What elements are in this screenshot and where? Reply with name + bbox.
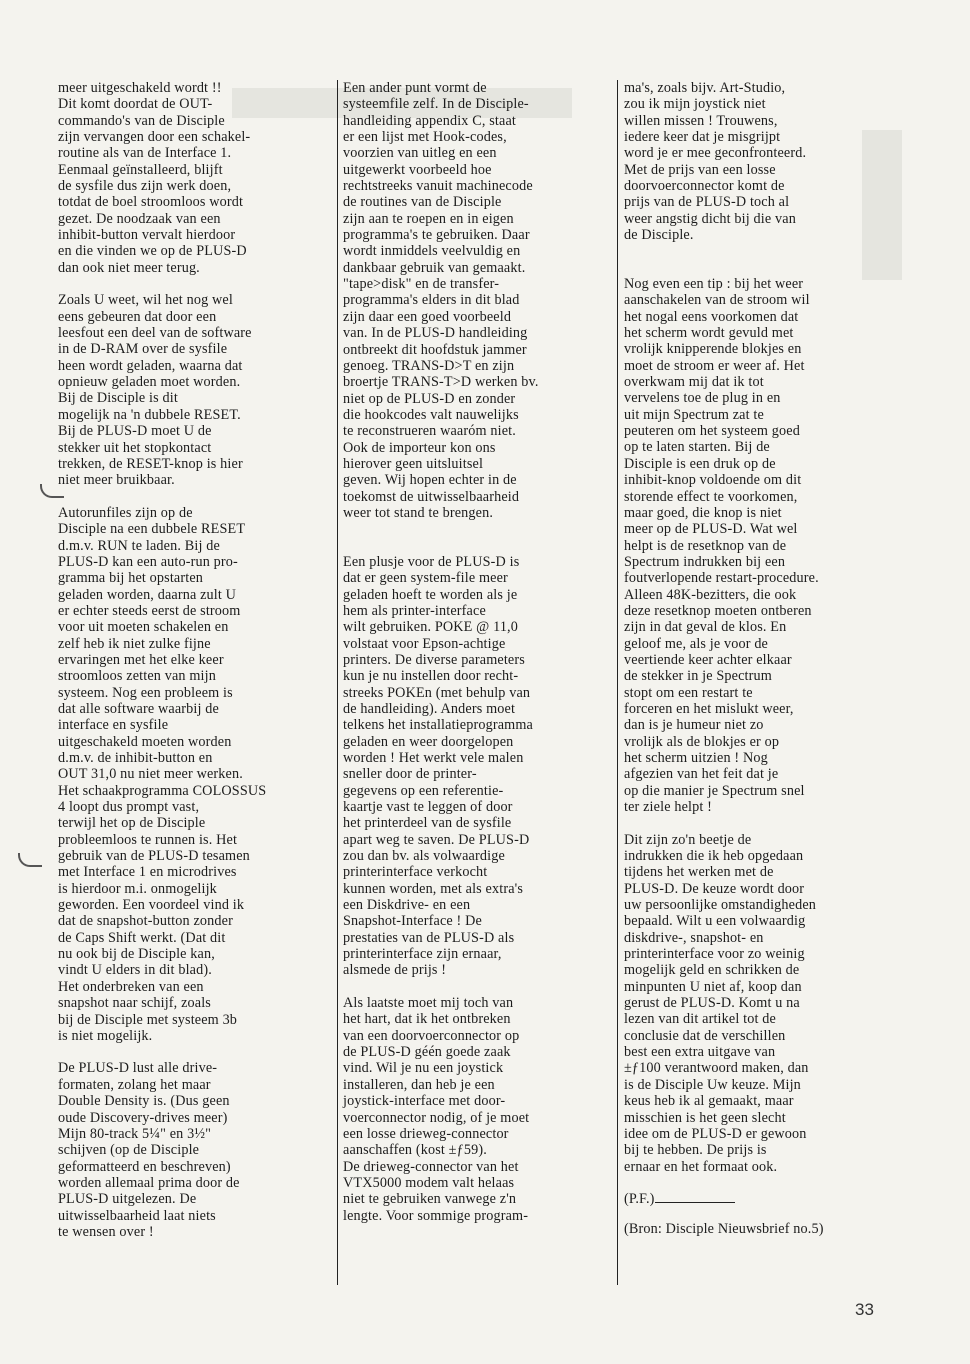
paragraph: Zoals U weet, wil het nog wel eens gebeuren dat door een leesfout een deel van de software in de D-RAM over de sysfile heen wordt geladen, waarna dat opnieuw geladen moet worden. Bij de Disciple is dit mogelijk na 'n dubbele RESET. Bij de PLUS-D moet U de stekker uit het stopkontact trekken, de RESET-knop is hier niet meer bruikbaar. <box>58 292 252 489</box>
punch-hole-mark <box>18 853 42 867</box>
paragraph: Nog even een tip : bij het weer aanschakelen van de stroom wil het nogal eens voorkomen dat het scherm wordt gevuld met vrolijk knipperende blokjes en moet de stroom er weer af. Het overkwam mij dat ik tot vervelens toe de plug in en uit mijn Spectrum zat te peuteren om het systeem goed op te laten starten. Bij de Disciple is een druk op de inhibit-knop voldoende om dit storende effect te voorkomen, maar goed, die knop is niet meer op de PLUS-D. Wat wel helpt is de resetknop van de Spectrum indrukken bij een foutverlopende restart-procedure. Alleen 48K-bezitters, die ook deze resetknop moeten ontberen zijn in dat geval de klos. En geloof me, als je voor de veertiende keer achter elkaar de stekker in je Spectrum stopt om een restart te forceren en het mislukt weer, dan is je humeur niet zo vrolijk als de blokjes er op het scherm uitzien ! Nog afgezien van het feit dat je op die manier je Spectrum snel ter ziele helpt ! <box>624 276 819 816</box>
signature: (P.F.) <box>624 1190 655 1207</box>
column-left <box>58 80 333 1257</box>
signature-line <box>624 1191 894 1207</box>
column-middle <box>343 80 611 1240</box>
paragraph: meer uitgeschakeld wordt !! Dit komt doordat de OUT- commando's van de Disciple zijn vervangen door een schakel- routine als van de Interface 1. Eenmaal geïnstalleerd, blijft de sysfile dus zijn werk doen, totdat de boel stroomloos wordt gezet. De noodzaak van een inhibit-button vervalt hierdoor en die vinden we op de PLUS-D dan ook niet meer terug. <box>58 80 251 276</box>
column-right <box>624 80 894 1254</box>
paragraph: De PLUS-D lust alle drive- formaten, zolang het maar Double Density is. (Dus geen oude Discovery-drives meer) Mijn 80-track 5¼" en 3½" schijven (op de Disciple geformatteerd en beschreven) worden allemaal prima door de PLUS-D uitgelezen. De uitwisselbaarheid laat niets te wensen over ! <box>58 1060 240 1240</box>
column-divider <box>337 80 338 1285</box>
source-note: (Bron: Disciple Nieuwsbrief no.5) <box>624 1221 824 1238</box>
paragraph: Als laatste moet mij toch van het hart, dat ik het ontbreken van een doorvoerconnector op de PLUS-D géén goede zaak vind. Wil je nu een joystick installeren, dan heb je een joystick-interface met door- voerconnector nodig, of je moet een losse drieweg-connector aanschaffen (kost ±ƒ59). De drieweg-connector van het VTX5000 modem valt helaas niet te gebruiken vanwege z'n lengte. Voor sommige program- <box>343 995 530 1224</box>
column-divider <box>617 80 618 1285</box>
paragraph: Dit zijn zo'n beetje de indrukken die ik heb opgedaan tijdens het werken met de PLUS-D. De keuze wordt door uw persoonlijke omstandigheden bepaald. Wilt u een volwaardig diskdrive-, snapshot- en printerinterface voor zo weinig mogelijk geld en schrikken de minpunten U niet af, koop dan gerust de PLUS-D. Komt u na lezen van dit artikel tot de conclusie dat de verschillen best een extra uitgave van ±ƒ100 verantwoord maken, dan is de Disciple Uw keuze. Mijn keus heb ik al gemaakt, maar misschien is het geen slecht idee om de PLUS-D er gewoon bij te hebben. De prijs is ernaar en het formaat ook. <box>624 831 817 1175</box>
signature-underline <box>655 1202 735 1203</box>
paragraph: Een plusje voor de PLUS-D is dat er geen system-file meer geladen hoeft te worden als je hem als printer-interface wilt gebruiken. POKE @ 11,0 volstaat voor Epson-achtige printers. De diverse parameters kun je nu instellen door recht- streeks POKEn (met behulp van de handleiding). Anders moet telkens het installatieprogramma geladen en weer doorgelopen worden ! Het werkt vele malen sneller door de printer- gegevens op een referentie- kaartje vast te leggen of door het printerdeel van de sysfile apart weg te saven. De PLUS-D zou dan bv. als volwaardige printerinterface verkocht kunnen worden, met als extra's een Diskdrive- en een Snapshot-Interface ! De prestaties van de PLUS-D als printerinterface zijn ernaar, alsmede de prijs ! <box>343 553 533 979</box>
paragraph: ma's, zoals bijv. Art-Studio, zou ik mijn joystick niet willen missen ! Trouwens, iedere keer dat je misgrijpt word je er mee geconfronteerd. Met de prijs van een losse doorvoerconnector komt de prijs van de PLUS-D toch al weer angstig dicht bij die van de Disciple. <box>624 80 807 244</box>
paragraph: Een ander punt vormt de systeemfile zelf. In de Disciple- handleiding appendix C, staat er een lijst met Hook-codes, voorzien van uitleg en een uitgewerkt voorbeeld hoe rechtstreeks vanuit machinecode de routines van de Disciple zijn aan te roepen en in eigen programma's te gebruiken. Daar wordt inmiddels veelvuldig en dankbaar gebruik van gemaakt. "tape>disk" en de transfer- programma's elders in dit blad zijn daar een goed voorbeeld van. In de PLUS-D handleiding ontbreekt dit hoofdstuk jammer genoeg. TRANS-D>T en zijn broertje TRANS-T>D werken bv. niet op de PLUS-D en zonder die hookcodes valt nauwelijks te reconstrueren waaróm niet. Ook de importeur kon ons hierover geen uitsluitsel geven. Wij hopen echter in de toekomst de uitwisselbaarheid weer tot stand te brengen. <box>343 80 539 521</box>
paragraph: Autorunfiles zijn op de Disciple na een dubbele RESET d.m.v. RUN te laden. Bij de PLUS-D kan een auto-run pro- gramma bij het opstarten geladen worden, daarna zult U er echter steeds eerst de stroom voor uit moeten schakelen en zelf heb ik niet zulke fijne ervaringen met het elke keer stroomloos zetten van mijn systeem. Nog een probleem is dat alle software waarbij de interface en sysfile uitgeschakeld moeten worden d.m.v. de inhibit-button en OUT 31,0 nu niet meer werken. Het schaakprogramma COLOSSUS 4 loopt dus prompt vast, terwijl het op de Disciple probleemloos te runnen is. Het gebruik van de PLUS-D tesamen met Interface 1 en microdrives is hierdoor m.i. onmogelijk geworden. Een voordeel vind ik dat de snapshot-button zonder de Caps Shift werkt. (Dat dit nu ook bij de Disciple kan, vindt U elders in dit blad). Het onderbreken van een snapshot naar schijf, zoals bij de Disciple met systeem 3b is niet mogelijk. <box>58 504 267 1044</box>
page-number: 33 <box>855 1300 874 1319</box>
